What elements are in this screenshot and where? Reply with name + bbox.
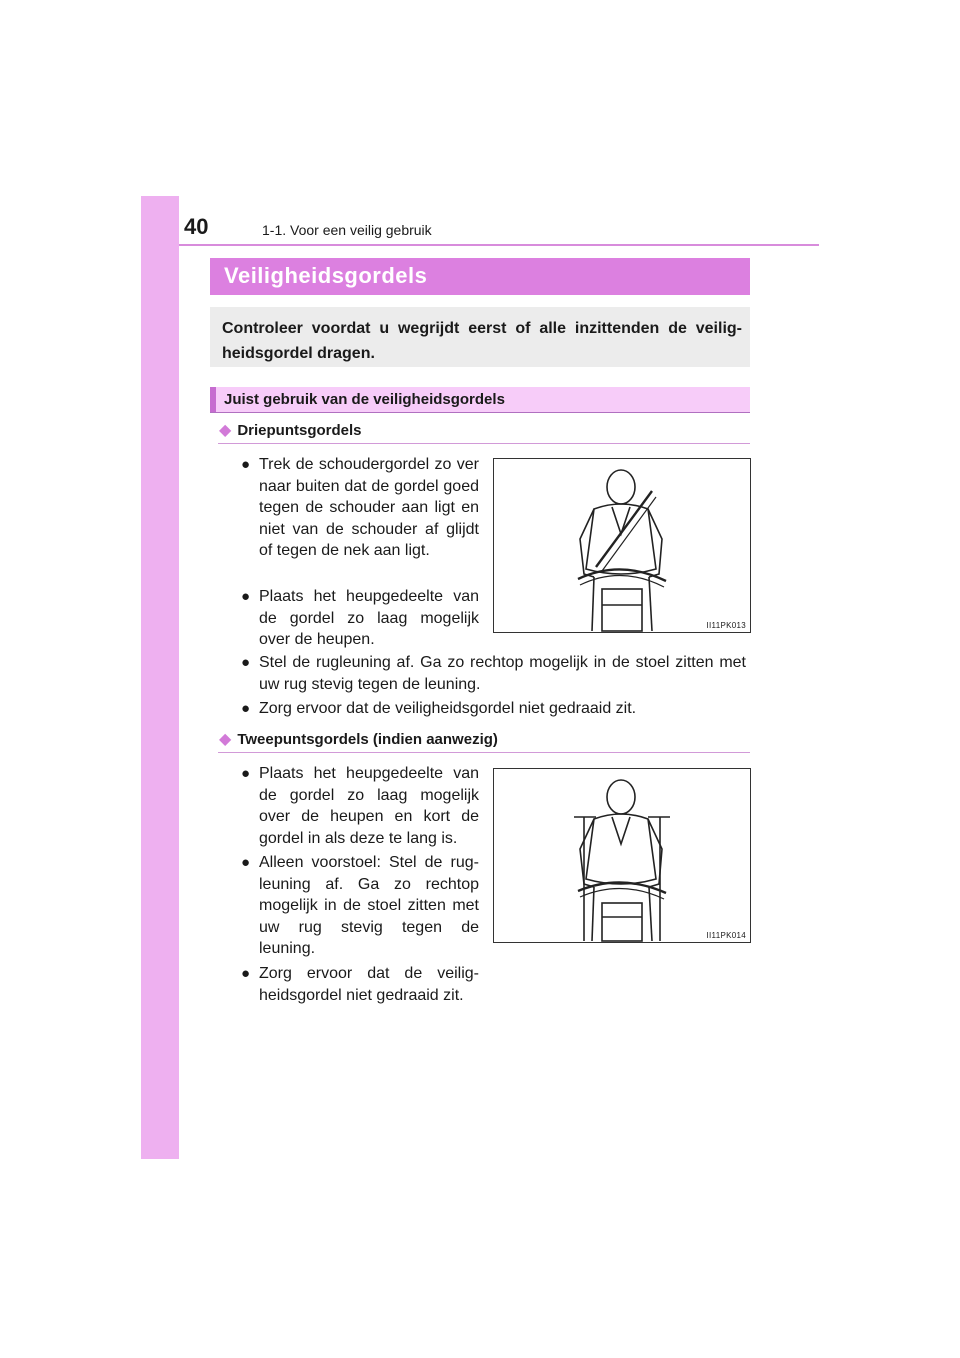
subheading-rule — [210, 412, 750, 413]
section-heading — [219, 420, 362, 440]
page-number: 40 — [184, 214, 209, 239]
bullet-icon: ● — [241, 700, 251, 717]
intro-text: Controleer voordat u wegrijdt eerst of alle inzittenden de veilig-heidsgordel dragen. — [222, 320, 742, 362]
bullet-text: Plaats het heupgedeelte van de gordel zo laag mogelijk over de heupen en kort de gordel in als deze te lang is. — [259, 765, 479, 847]
bullet-item — [241, 652, 746, 695]
header-rule — [179, 244, 819, 246]
section-rule — [218, 443, 750, 444]
bullet-item — [241, 852, 479, 960]
figure-code: II11PK014 — [706, 931, 746, 940]
bullet-icon: ● — [241, 854, 251, 871]
three-point-belt-illustration — [493, 458, 751, 633]
bullet-item — [241, 763, 479, 849]
section-heading — [219, 729, 498, 749]
subheading-accent — [210, 387, 216, 412]
section-rule — [218, 752, 750, 753]
bullet-icon: ● — [241, 965, 251, 982]
bullet-item — [241, 454, 479, 562]
bullet-icon: ● — [241, 588, 251, 605]
bullet-item — [241, 586, 479, 651]
bullet-icon: ● — [241, 456, 251, 473]
intro-box — [210, 307, 750, 367]
section-title: Tweepuntsgordels (indien aanwezig) — [237, 731, 498, 748]
bullet-text: Zorg ervoor dat de veilig-heidsgordel niet gedraaid zit. — [259, 965, 479, 1004]
bullet-text: Alleen voorstoel: Stel de rug-leuning af. Ga zo rechtop mogelijk in de stoel zitten met uw rug stevig tegen de leuning. — [259, 854, 479, 957]
subheading-text: Juist gebruik van de veiligheidsgordels — [224, 391, 505, 408]
section-title: Driepuntsgordels — [237, 422, 362, 439]
section-header: 1-1. Voor een veilig gebruik — [262, 222, 432, 238]
bullet-text: Trek de schoudergordel zo ver naar buiten dat de gordel goed tegen de schouder aan ligt en niet van de schouder af glijdt of tegen de nek aan ligt. — [259, 456, 479, 559]
bullet-item — [241, 963, 479, 1006]
figure-code: II11PK013 — [706, 621, 746, 630]
title-bar — [210, 258, 750, 295]
subheading-bar — [210, 387, 750, 412]
bullet-icon: ● — [241, 654, 251, 671]
bullet-icon: ● — [241, 765, 251, 782]
bullet-text: Plaats het heupgedeelte van de gordel zo laag mogelijk over de heupen. — [259, 588, 479, 648]
diamond-icon: ◆ — [219, 731, 232, 748]
bullet-text: Stel de rugleuning af. Ga zo rechtop mogelijk in de stoel zitten met uw rug stevig tegen de leuning. — [259, 654, 746, 693]
two-point-belt-illustration — [493, 768, 751, 943]
bullet-item — [241, 698, 746, 720]
side-tab — [141, 196, 179, 1159]
page-title: Veiligheidsgordels — [224, 263, 428, 288]
bullet-text: Zorg ervoor dat de veiligheidsgordel niet gedraaid zit. — [259, 700, 637, 717]
diamond-icon: ◆ — [219, 422, 232, 439]
